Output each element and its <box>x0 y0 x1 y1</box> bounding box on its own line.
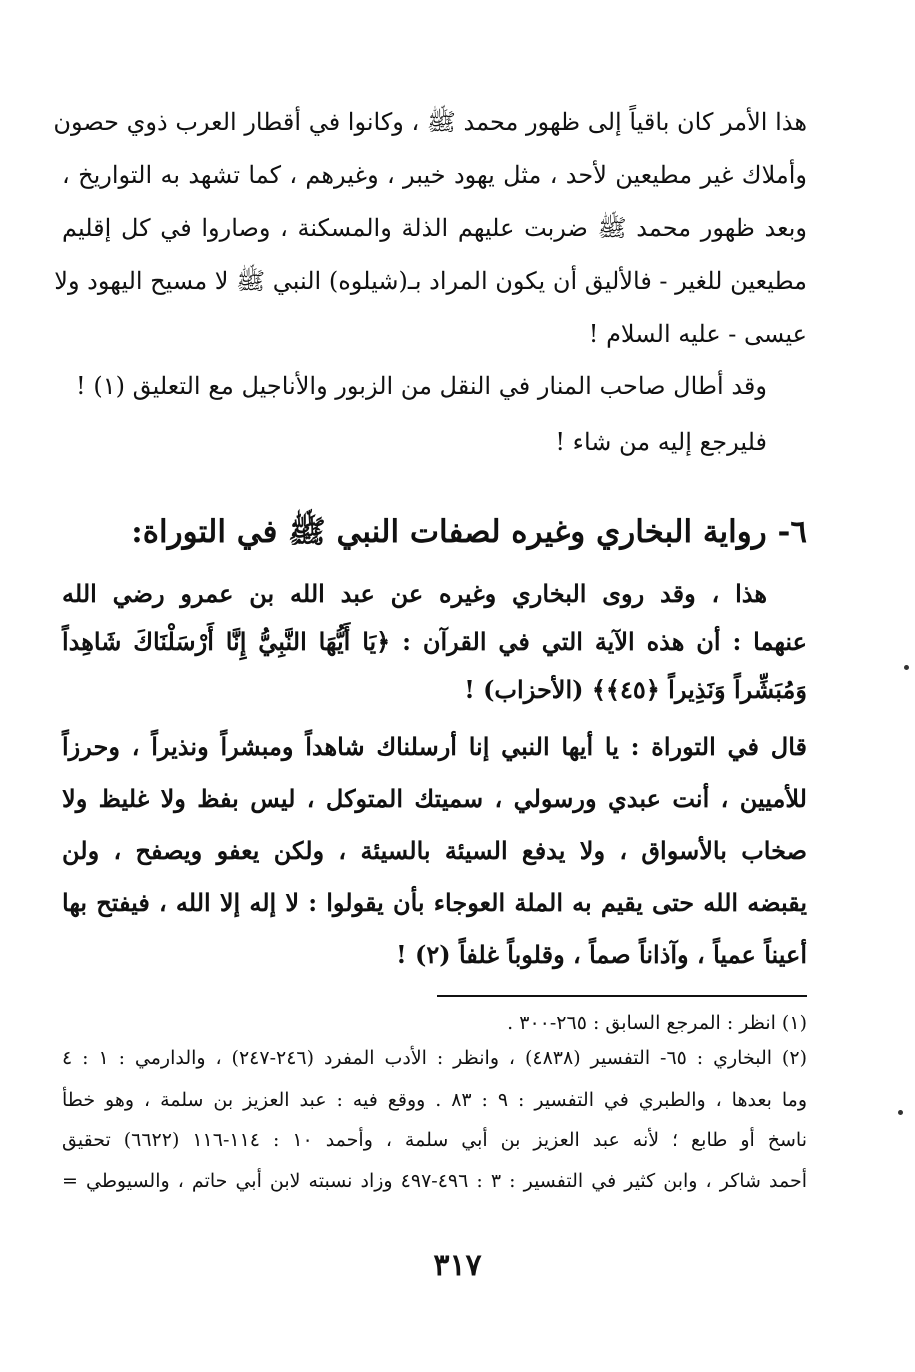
scan-mark <box>904 665 909 670</box>
paragraph-5-line: يقبضه الله حتى يقيم به الملة العوجاء بأن يقولوا : لا إله إلا الله ، فيفتح بها <box>62 888 807 917</box>
section-heading: ٦- رواية البخاري وغيره لصفات النبي ﷺ في التوراة: <box>131 514 807 550</box>
paragraph-1-line: وبعد ظهور محمد ﷺ ضربت عليهم الذلة والمسكنة ، وصاروا في كل إقليم <box>62 214 807 242</box>
paragraph-4-line: هذا ، وقد روى البخاري وغيره عن عبد الله بن عمرو رضي الله <box>62 579 767 608</box>
paragraph-5-line: قال في التوراة : يا أيها النبي إنا أرسلناك شاهداً ومبشراً ونذيراً ، وحرزاً <box>62 732 807 761</box>
scan-mark <box>898 1110 903 1115</box>
footnote-separator <box>437 995 807 997</box>
footnote-line: أحمد شاكر ، وابن كثير في التفسير : ٣ : ٤٩٦-٤٩٧ وزاد نسبته لابن أبي حاتم ، والسيوطي = <box>62 1170 807 1192</box>
footnote-line: (١) انظر : المرجع السابق : ٢٦٥-٣٠٠ . <box>507 1012 807 1034</box>
paragraph-5-line: صخاب بالأسواق ، ولا يدفع السيئة بالسيئة ، ولكن يعفو ويصفح ، ولن <box>62 836 807 865</box>
paragraph-2-line: وقد أطال صاحب المنار في النقل من الزبور والأناجيل مع التعليق (١) ! <box>76 372 767 400</box>
paragraph-3-line: فليرجع إليه من شاء ! <box>555 428 767 456</box>
footnote-line: (٢) البخاري : ٦٥- التفسير (٤٨٣٨) ، وانظر : الأدب المفرد (٢٤٦-٢٤٧) ، والدارمي : ١ : ٤ <box>62 1047 807 1069</box>
paragraph-5-line: أعيناً عمياً ، وآذاناً صماً ، وقلوباً غلفاً (٢) ! <box>396 940 807 969</box>
paragraph-1-line: هذا الأمر كان باقياً إلى ظهور محمد ﷺ ، وكانوا في أقطار العرب ذوي حصون <box>53 108 807 136</box>
footnote-line: وما بعدها ، والطبري في التفسير : ٩ : ٨٣ . ووقع فيه : عبد العزيز بن سلمة ، وهو خطأ <box>62 1089 807 1111</box>
page-number: ٣١٧ <box>433 1248 482 1283</box>
footnote-line: ناسخ أو طابع ؛ لأنه عبد العزيز بن أبي سلمة ، وأحمد ١٠ : ١١٤-١١٦ (٦٦٢٢) تحقيق <box>62 1129 807 1151</box>
paragraph-4-line: وَمُبَشِّراً وَنَذِيراً ﴿٤٥﴾﴾ (الأحزاب) ! <box>464 675 807 704</box>
paragraph-5-line: للأميين ، أنت عبدي ورسولي ، سميتك المتوكل ، ليس بفظ ولا غليظ ولا <box>62 784 807 813</box>
paragraph-4-line: عنهما : أن هذه الآية التي في القرآن : ﴿يَا أَيُّهَا النَّبِيُّ إِنَّا أَرْسَلْنَاكَ شَاهِداً <box>62 627 807 656</box>
paragraph-1-line: مطيعين للغير - فالأليق أن يكون المراد بـ(شيلوه) النبي ﷺ لا مسيح اليهود ولا <box>54 267 807 295</box>
paragraph-1-line: وأملاك غير مطيعين لأحد ، مثل يهود خيبر ، وغيرهم ، كما تشهد به التواريخ ، <box>62 161 807 189</box>
paragraph-1-line: عيسى - عليه السلام ! <box>588 320 807 348</box>
